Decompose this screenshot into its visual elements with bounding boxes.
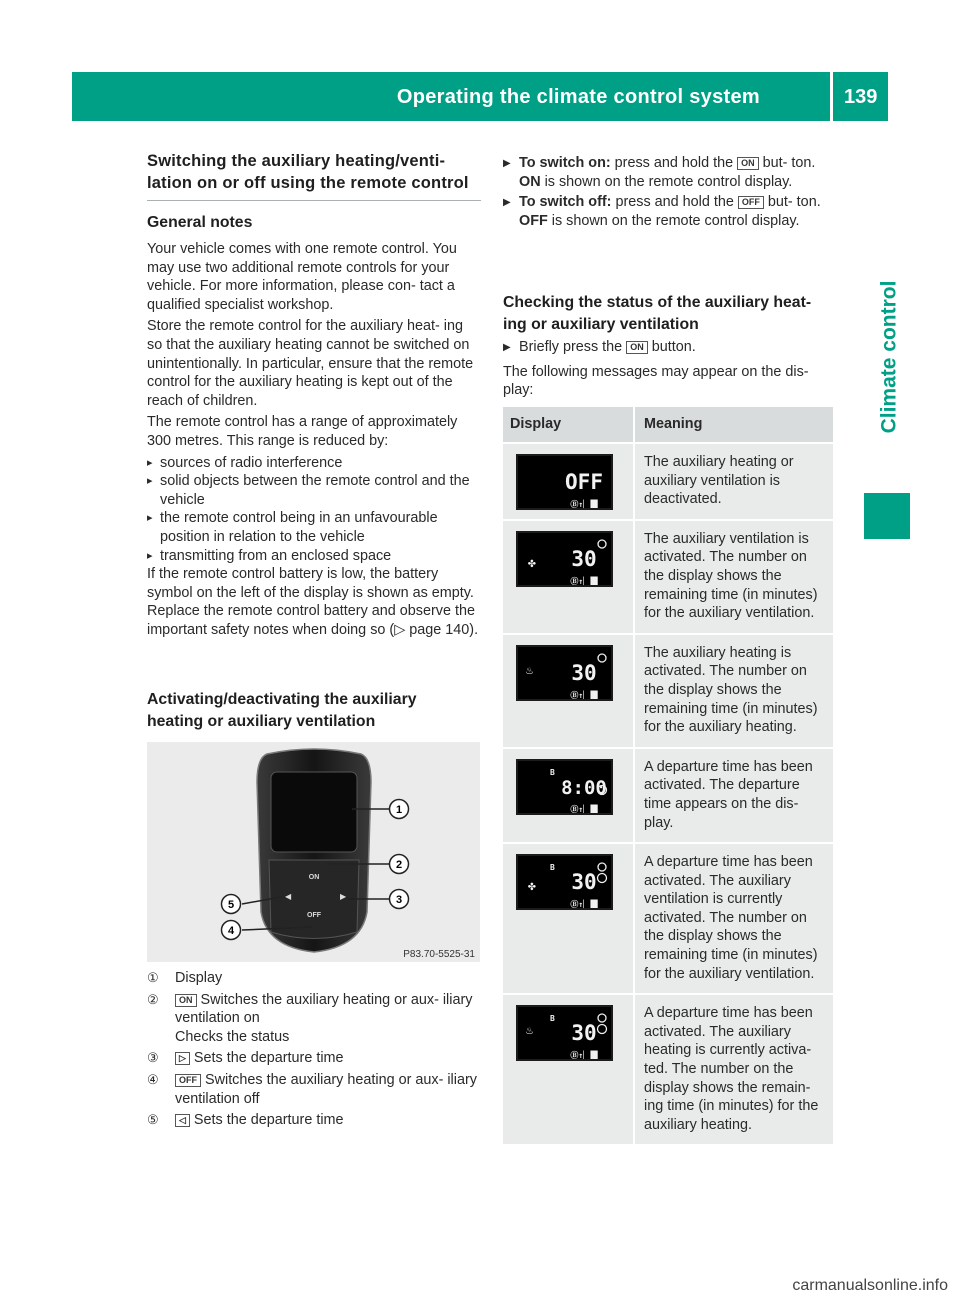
signal-strength-icon: Ⓑ↑▏▐█ xyxy=(570,576,598,586)
timer-icon xyxy=(598,863,606,871)
right-arrow-icon: ▶ xyxy=(340,892,347,901)
meaning-cell: A departure time has been activated. The departure time appears on the dis- play. xyxy=(634,748,833,843)
signal-strength-icon: Ⓑ↑▏▐█ xyxy=(570,500,598,509)
status-body xyxy=(503,338,833,400)
activating-title-line2: heating or auxiliary ventilation xyxy=(147,713,376,730)
step-text: is shown on the remote control display. xyxy=(544,173,793,190)
display-cell xyxy=(503,843,634,994)
alarm-clock-icon xyxy=(598,1025,607,1034)
callout-4: 4 xyxy=(227,925,235,937)
timer-icon xyxy=(598,1014,606,1022)
remote-display xyxy=(271,772,357,852)
column-header-display: Display xyxy=(503,407,634,443)
step-text: but- ton. xyxy=(762,155,816,171)
status-table xyxy=(503,407,833,1146)
step-text: but- ton. xyxy=(767,194,821,211)
list-item: ▸ transmitting from an enclosed space xyxy=(147,547,481,566)
legend-item xyxy=(147,1111,481,1130)
meaning-cell: A departure time has been activated. The auxiliary heating is currently activa- ted. The number on the display shows the remain- ing time (in minutes) for the auxiliary heating. xyxy=(634,994,833,1145)
paragraph: The following messages may appear on the dis- play: xyxy=(503,363,809,399)
legend-number: ② xyxy=(147,991,159,1007)
lcd-screen xyxy=(516,1005,613,1061)
lcd-screen xyxy=(516,645,613,701)
display-cell xyxy=(503,520,634,634)
remote-off-label: OFF xyxy=(307,912,321,919)
section-heading-line1: Switching the auxiliary heating/venti- xyxy=(147,152,446,170)
legend-text: Display xyxy=(175,970,223,986)
step-text: button. xyxy=(651,339,696,355)
legend-list xyxy=(147,969,481,1130)
table-row xyxy=(503,443,833,520)
step-text: press and hold the xyxy=(614,155,734,171)
off-button-icon: OFF xyxy=(738,196,764,209)
section-heading-line2: lation on or off using the remote control xyxy=(147,174,469,192)
watermark: carmanualsonline.info xyxy=(792,1277,948,1295)
display-cell xyxy=(503,994,634,1145)
step-text: is shown on the remote control display. xyxy=(551,212,800,229)
timer-icon xyxy=(598,540,606,548)
on-button-icon: ON xyxy=(175,994,197,1007)
left-button-icon: ◁ xyxy=(175,1114,190,1127)
paragraph: The remote control has a range of approximately 300 metres. This range is reduced by: xyxy=(147,414,458,449)
paragraph: Your vehicle comes with one remote control. You may use two additional remote controls for your vehicle. For more information, please con- tact a qualified specialist workshop. xyxy=(147,241,457,313)
side-tab-text: Climate control xyxy=(877,280,901,434)
step-text: Briefly press the xyxy=(519,339,623,355)
table-row xyxy=(503,843,833,994)
page-number: 139 xyxy=(844,86,878,108)
legend-text: Switches the auxiliary heating or aux- iliary ventilation off xyxy=(175,1071,477,1107)
table-row xyxy=(503,634,833,748)
lcd-main-value: 30 xyxy=(571,1021,597,1046)
list-item: ▸ solid objects between the remote control and the vehicle xyxy=(147,472,481,509)
signal-strength-icon: Ⓑ↑▏▐█ xyxy=(570,900,598,910)
list-item: ▸ sources of radio interference xyxy=(147,454,481,473)
signal-strength-icon: Ⓑ↑▏▐█ xyxy=(570,690,598,700)
side-tab-marker xyxy=(864,493,910,539)
left-arrow-icon: ◀ xyxy=(285,892,292,901)
lcd-main-value: 30 xyxy=(571,870,597,895)
lcd-screen xyxy=(516,759,613,815)
callout-5: 5 xyxy=(227,899,235,911)
lcd-screen xyxy=(516,531,613,587)
side-tab-label xyxy=(876,242,904,472)
legend-item xyxy=(147,969,481,988)
heating-icon: ♨ xyxy=(526,1023,534,1038)
activating-title-line1: Activating/deactivating the auxiliary xyxy=(147,691,417,708)
on-button-icon: ON xyxy=(626,341,648,354)
table-row xyxy=(503,748,833,843)
lcd-main-value: 8:00 xyxy=(561,776,607,799)
lcd-main-value: 30 xyxy=(571,546,597,571)
general-notes-body xyxy=(147,240,481,642)
legend-item xyxy=(147,1049,481,1068)
signal-strength-icon: Ⓑ↑▏▐█ xyxy=(570,1051,598,1061)
section-rule xyxy=(147,200,481,201)
switch-off-label: To switch off: xyxy=(519,194,612,211)
on-button-icon: ON xyxy=(737,157,759,170)
meaning-cell: A departure time has been activated. The auxiliary ventilation is currently activated. The number on the display shows the remaining time (in minutes) for the auxiliary ventilation. xyxy=(634,843,833,994)
display-cell xyxy=(503,634,634,748)
off-button-icon: OFF xyxy=(175,1074,201,1087)
switch-steps xyxy=(503,154,833,230)
column-header-meaning: Meaning xyxy=(634,407,833,443)
alarm-clock-icon xyxy=(598,874,607,883)
meaning-cell: The auxiliary heating is activated. The number on the display shows the remaining time (in minutes) for the auxiliary heating. xyxy=(634,634,833,748)
status-title-line1: Checking the status of the auxiliary heat- xyxy=(503,294,812,311)
lcd-b-indicator: B xyxy=(550,767,555,777)
check-status-step xyxy=(503,338,833,357)
legend-item xyxy=(147,1071,481,1108)
paragraph: Store the remote control for the auxiliary heat- ing so that the auxiliary heating cannot be switched on unintentionally. In particular, ensure that the remote control for the auxiliary heating is kept out of the reach of children. xyxy=(147,318,474,409)
remote-control-illustration xyxy=(147,742,480,962)
timer-icon xyxy=(598,654,606,662)
remote-control-svg xyxy=(147,742,480,962)
display-cell xyxy=(503,748,634,843)
lcd-main-value: 30 xyxy=(571,660,597,685)
lcd-main-value: OFF xyxy=(565,470,603,494)
lcd-screen xyxy=(516,854,613,910)
switch-on-step xyxy=(503,154,833,191)
display-cell xyxy=(503,443,634,520)
switch-on-label: To switch on: xyxy=(519,155,611,171)
fan-icon: ✤ xyxy=(528,879,536,895)
off-display-word: OFF xyxy=(519,212,548,229)
table-row xyxy=(503,994,833,1145)
legend-text: Sets the departure time xyxy=(193,1050,344,1067)
status-title-line2: ing or auxiliary ventilation xyxy=(503,316,699,333)
callout-1: 1 xyxy=(395,804,403,816)
battery-note-end: ). xyxy=(469,621,479,638)
image-code: P83.70-5525-31 xyxy=(403,949,475,960)
lcd-b-indicator: B xyxy=(550,1014,555,1024)
on-display-word: ON xyxy=(519,173,541,190)
legend-text: Sets the departure time xyxy=(193,1112,344,1129)
section-heading xyxy=(147,150,481,194)
legend-number: ④ xyxy=(147,1071,159,1087)
lcd-b-indicator: B xyxy=(550,863,555,873)
legend-text: Checks the status xyxy=(175,1028,290,1045)
right-button-icon: ▷ xyxy=(175,1052,190,1065)
paragraph xyxy=(147,565,481,639)
legend-number: ① xyxy=(147,970,159,985)
legend-number: ⑤ xyxy=(147,1112,159,1128)
activating-title xyxy=(147,689,481,733)
signal-strength-icon: Ⓑ↑▏▐█ xyxy=(570,804,598,814)
header-divider xyxy=(830,72,833,121)
callout-3: 3 xyxy=(395,894,403,906)
page-header xyxy=(72,72,888,121)
heating-icon: ♨ xyxy=(526,662,534,677)
remote-on-label: ON xyxy=(308,874,320,881)
callout-2: 2 xyxy=(395,859,403,871)
legend-item xyxy=(147,991,481,1047)
page-reference-link[interactable]: ▷ page 140 xyxy=(394,621,470,638)
meaning-cell: The auxiliary ventilation is activated. The number on the display shows the remaining time (in minutes) for the auxiliary ventilation. xyxy=(634,520,833,634)
switch-off-step xyxy=(503,193,833,230)
meaning-cell: The auxiliary heating or auxiliary ventilation is deactivated. xyxy=(634,443,833,520)
battery-note: If the remote control battery is low, the battery symbol on the left of the display is shown as empty. Replace the remote control battery and observe the important safety notes when doing so ( xyxy=(147,566,475,638)
legend-text: Switches the auxiliary heating or aux- iliary ventilation on xyxy=(175,991,473,1027)
legend-number: ③ xyxy=(147,1050,159,1066)
header-title: Operating the climate control system xyxy=(396,86,760,108)
fan-icon: ✤ xyxy=(528,555,536,571)
lcd-screen xyxy=(516,454,613,510)
list-item: ▸ the remote control being in an unfavourable position in relation to the vehicle xyxy=(147,509,481,546)
general-notes-title: General notes xyxy=(147,214,253,231)
table-row xyxy=(503,520,833,634)
status-title xyxy=(503,292,833,336)
step-text: press and hold the xyxy=(615,194,734,211)
